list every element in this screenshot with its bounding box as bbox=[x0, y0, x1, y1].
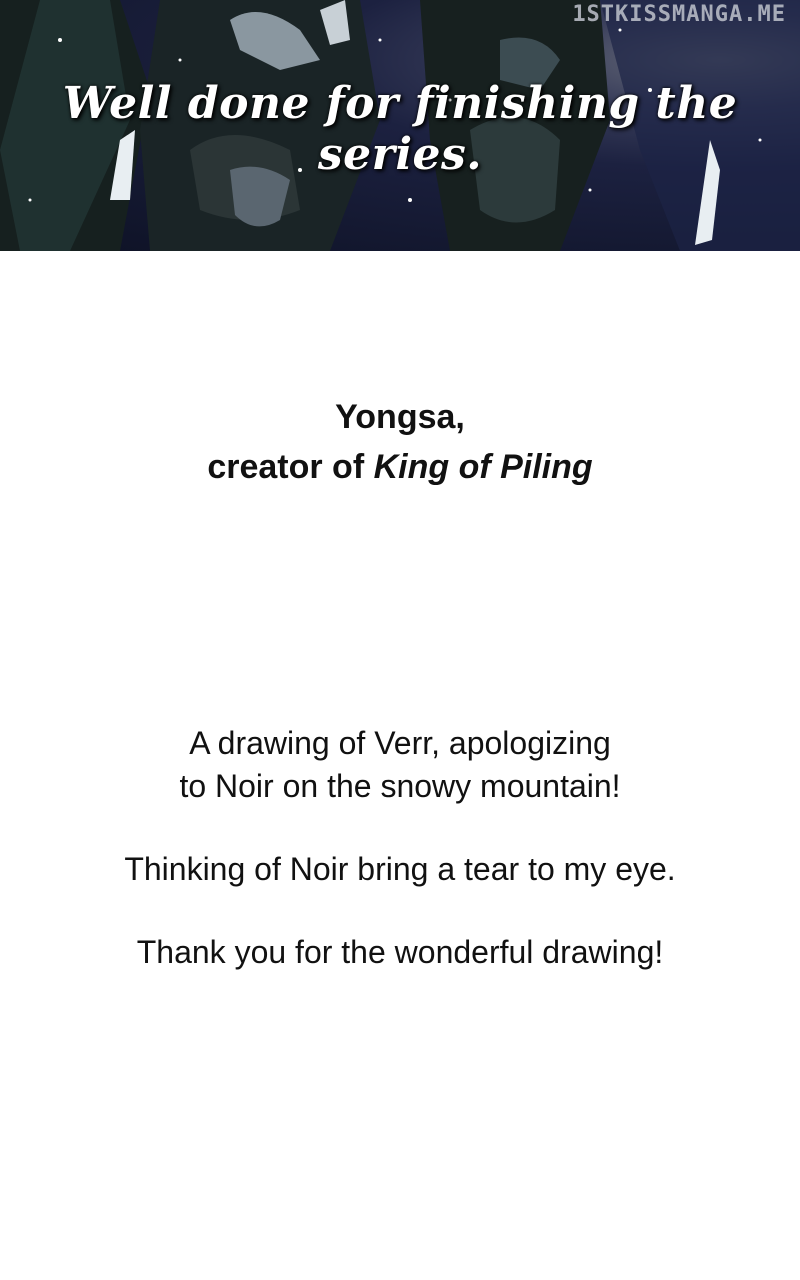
site-watermark: 1STKISSMANGA.ME bbox=[572, 2, 786, 27]
author-role bbox=[0, 442, 800, 492]
banner-caption: Well done for finishing the series. bbox=[62, 78, 738, 180]
work-title: King of Piling bbox=[373, 448, 593, 486]
author-name: Yongsa, bbox=[335, 398, 465, 436]
role-prefix: creator of bbox=[207, 448, 374, 486]
message-line: A drawing of Verr, apologizing bbox=[189, 725, 611, 761]
message-line: to Noir on the snowy mountain! bbox=[179, 768, 621, 804]
thank-you-message bbox=[0, 722, 800, 974]
message-line: Thank you for the wonderful drawing! bbox=[136, 934, 664, 970]
author-credit bbox=[0, 392, 800, 492]
artwork-banner bbox=[0, 0, 800, 251]
message-line: Thinking of Noir bring a tear to my eye. bbox=[124, 851, 676, 887]
